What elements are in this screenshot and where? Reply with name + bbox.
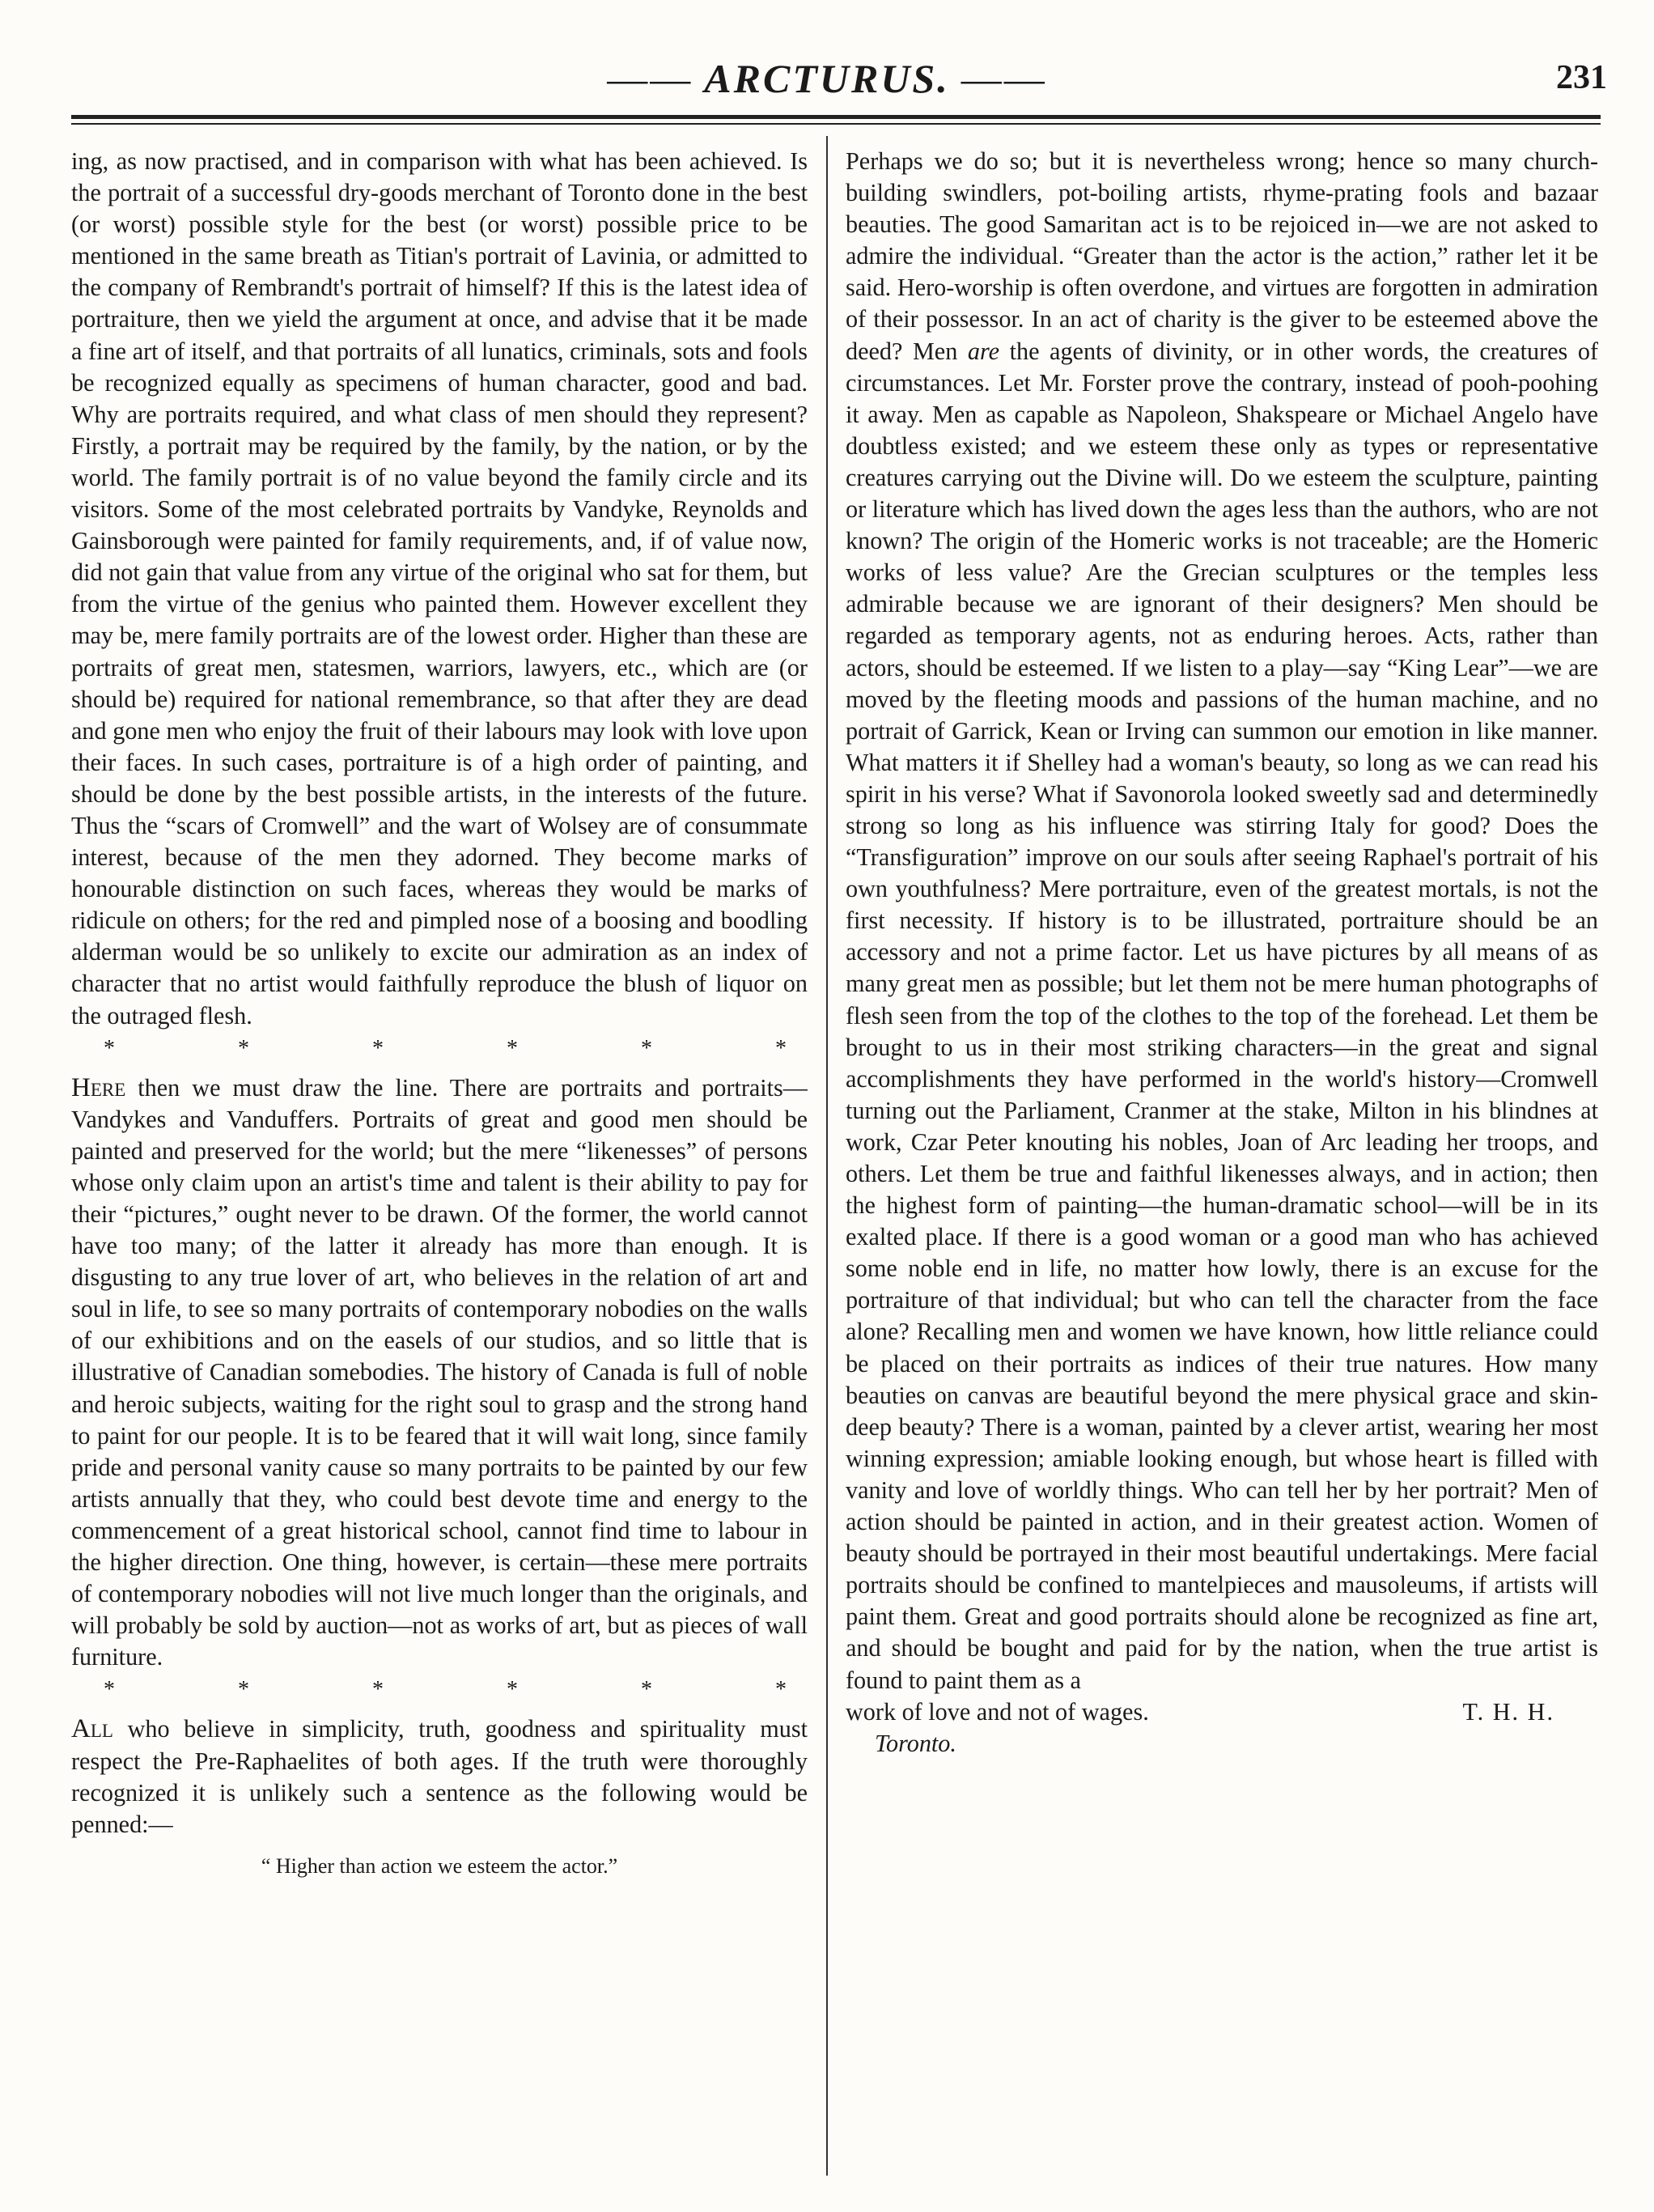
right-paragraph-1: Perhaps we do so; but it is nevertheless wrong; hence so many church-building swindlers, pot-boiling artists, rhyme-prating fools and bazaar beauties. The good Samaritan act is to be rejoiced in—we are not asked to admire the individual. “Greater than the actor is the action,” rather let it be said. Hero-worship is often overdone, and virtues are forgotten in admiration of their possessor. In an act of charity is the giver to be esteemed above the deed? Men are the agents of divinity, or in other words, the creatures of circumstances. Let Mr. Forster prove the contrary, instead of pooh-poohing it away. Men as capable as Napoleon, Shakspeare or Michael Angelo have doubtless existed; and we esteem these only as types or representative creatures carrying out the Divine will. Do we esteem the sculpture, painting or literature which has lived down the ages less than the authors, who are not known? The origin of the Homeric works is not traceable; are the Homeric works of less value? Are the Grecian sculptures or the temples less admirable because we are ignorant of their designers? Men should be regarded as temporary agents, not as enduring heroes. Acts, rather than actors, should be esteemed. If we listen to a play—say “King Lear”—we are moved by the fleeting moods and passions of the human machine, and no portrait of Garrick, Kean or Irving can summon our emotion in like manner. What matters it if Shelley had a woman's beauty, so long as we can read his spirit in his verse? What if Savonorola looked sweetly sad and determinedly strong so long as his influence was stirring Italy for good? Does the “Transfiguration” improve on our souls after seeing Raphael's portrait of his own youthfulness? Mere portraiture, even of the greatest mortals, is not the first necessity. If history is to be illustrated, portraiture should be an accessory and not a prime factor. Let us have pictures by all means of as many great men as possible; but let them not be mere human photographs of flesh seen from the top of the clothes to the top of the forehead. Let them be brought to us in their most striking characters—in the great and signal accomplishments they have performed in the world's history—Cromwell turning out the Parliament, Cranmer at the stake, Milton in his blindnes at work, Czar Peter knouting his nobles, Joan of Arc leading her troops, and others. Let them be true and faithful likenesses always, and in action; then the highest form of painting—the human-dramatic school—will be in its exalted place. If there is a good woman or a good man who has achieved some noble end in life, no matter how lowly, there is an excuse for the portraiture of that individual; but who can tell the character from the face alone? Recalling men and women we have known, how little reliance could be placed on their portraits as indices of their true natures. How many beauties on canvas are beautiful beyond the mere physical grace and skin-deep beauty? There is a woman, painted by a clever artist, wearing her most winning expression; amiable looking enough, but whose heart is filled with vanity and love of worldly things. Who can tell her by her portrait? Men of action should be painted in action, and in their greatest action. Women of beauty should be portrayed in their most beautiful undertakings. Mere facial portraits should be confined to mantelpieces and mausoleums, if artists will paint them. Great and good portraits should alone be recognized as fine art, and should be bought and paid for by the nation, when the true artist is found to paint them as a [846,147,1598,1694]
author-signature: T. H. H. [1462,1697,1554,1726]
page-header [0,32,1654,113]
lead-word: All [71,1714,113,1744]
left-paragraph-1: ing, as now practised, and in comparison with what has been achieved. Is the portrait of a successful dry-goods merchant of Toronto done in the best (or worst) possible style for the best (or worst) possible price to be mentioned in the same breath as Titian's portrait of Lavinia, or admitted to the company of Rembrandt's portrait of himself? If this is the latest idea of portraiture, then we yield the argument at once, and advise that it be made a fine art of itself, and that portraits of all lunatics, criminals, sots and fools be recognized equally as specimens of human character, good and bad. Why are portraits required, and what class of men should they represent? Firstly, a portrait may be required by the family, by the nation, or by the world. The family portrait is of no value beyond the family circle and its visitors. Some of the most celebrated portraits by Vandyke, Reynolds and Gainsborough were painted for family requirements, and, if of value now, did not gain that value from any virtue of the original who sat for them, but from the virtue of the genius who painted them. However excellent they may be, mere family portraits are of the lowest order. Higher than these are portraits of great men, statesmen, warriors, lawyers, etc., which are (or should be) required for national remembrance, so that after they are dead and gone men who enjoy the fruit of their labours may look with love upon their faces. In such cases, portraiture is of a high order of painting, and should be done by the best possible artists, in the interests of the future. Thus the “scars of Cromwell” and the wart of Wolsey are of consummate interest, because of the men they adorned. They become marks of honourable distinction on such faces, whereas they would be marks of ridicule on others; for the red and pimpled nose of a boosing and boodling alderman would be so unlikely to excite our admiration as an index of character that no artist would faithfully reproduce the blush of liquor on the outraged flesh. [71,147,808,1030]
left-paragraph-3: All who believe in simplicity, truth, goodness and spirituality must respect the Pre-Raphaelites of both ages. If the truth were thoroughly recognized it is unlikely such a sentence as the following would be penned:— [71,1714,808,1838]
closing-line [846,1696,1598,1728]
lead-word: Here [71,1072,126,1102]
dateline-place: Toronto. [875,1729,956,1757]
section-break-stars-2: * * * * * * [104,1677,787,1703]
column-divider [826,136,828,2176]
section-break-stars: * * * * * * [104,1035,787,1061]
last-line: work of love and not of wages. [846,1697,1149,1726]
right-column [846,146,1598,2177]
block-quote: “ Higher than action we esteem the actor.” [261,1853,618,1878]
emphasis: are [967,337,1000,365]
header-rule-thin [71,123,1601,125]
page-number: 231 [1556,59,1607,96]
header-rule [71,115,1601,119]
left-column [71,146,808,2177]
masthead: —— ARCTURUS. —— [607,56,1047,101]
left-paragraph-2: Here then we must draw the line. There are portraits and portraits—Vandykes and Vanduffers. Portraits of great and good men should be painted and preserved for the world; but the mere “likenesses” of persons whose only claim upon an artist's time and talent is their ability to pay for their “pictures,” ought never to be drawn. Of the former, the world cannot have too many; of the latter it already has more than enough. It is disgusting to any true lover of art, who believes in the relation of art and soul in life, to see so many portraits of contemporary nobodies on the walls of our exhibitions and on the easels of our studios, and so little that is illustrative of Canadian somebodies. The history of Canada is full of noble and heroic subjects, waiting for the right soul to grasp and the strong hand to paint for our people. It is to be feared that it will wait long, since family pride and personal vanity cause so many portraits to be painted by our few artists annually that they, who could best devote time and energy to the commencement of a great historical school, cannot find time to labour in the higher direction. One thing, however, is certain—these mere portraits of contemporary nobodies will not live much longer than the originals, and will probably be sold by auction—not as works of art, but as pieces of wall furniture. [71,1072,808,1671]
masthead-title: ARCTURUS. [704,56,950,101]
